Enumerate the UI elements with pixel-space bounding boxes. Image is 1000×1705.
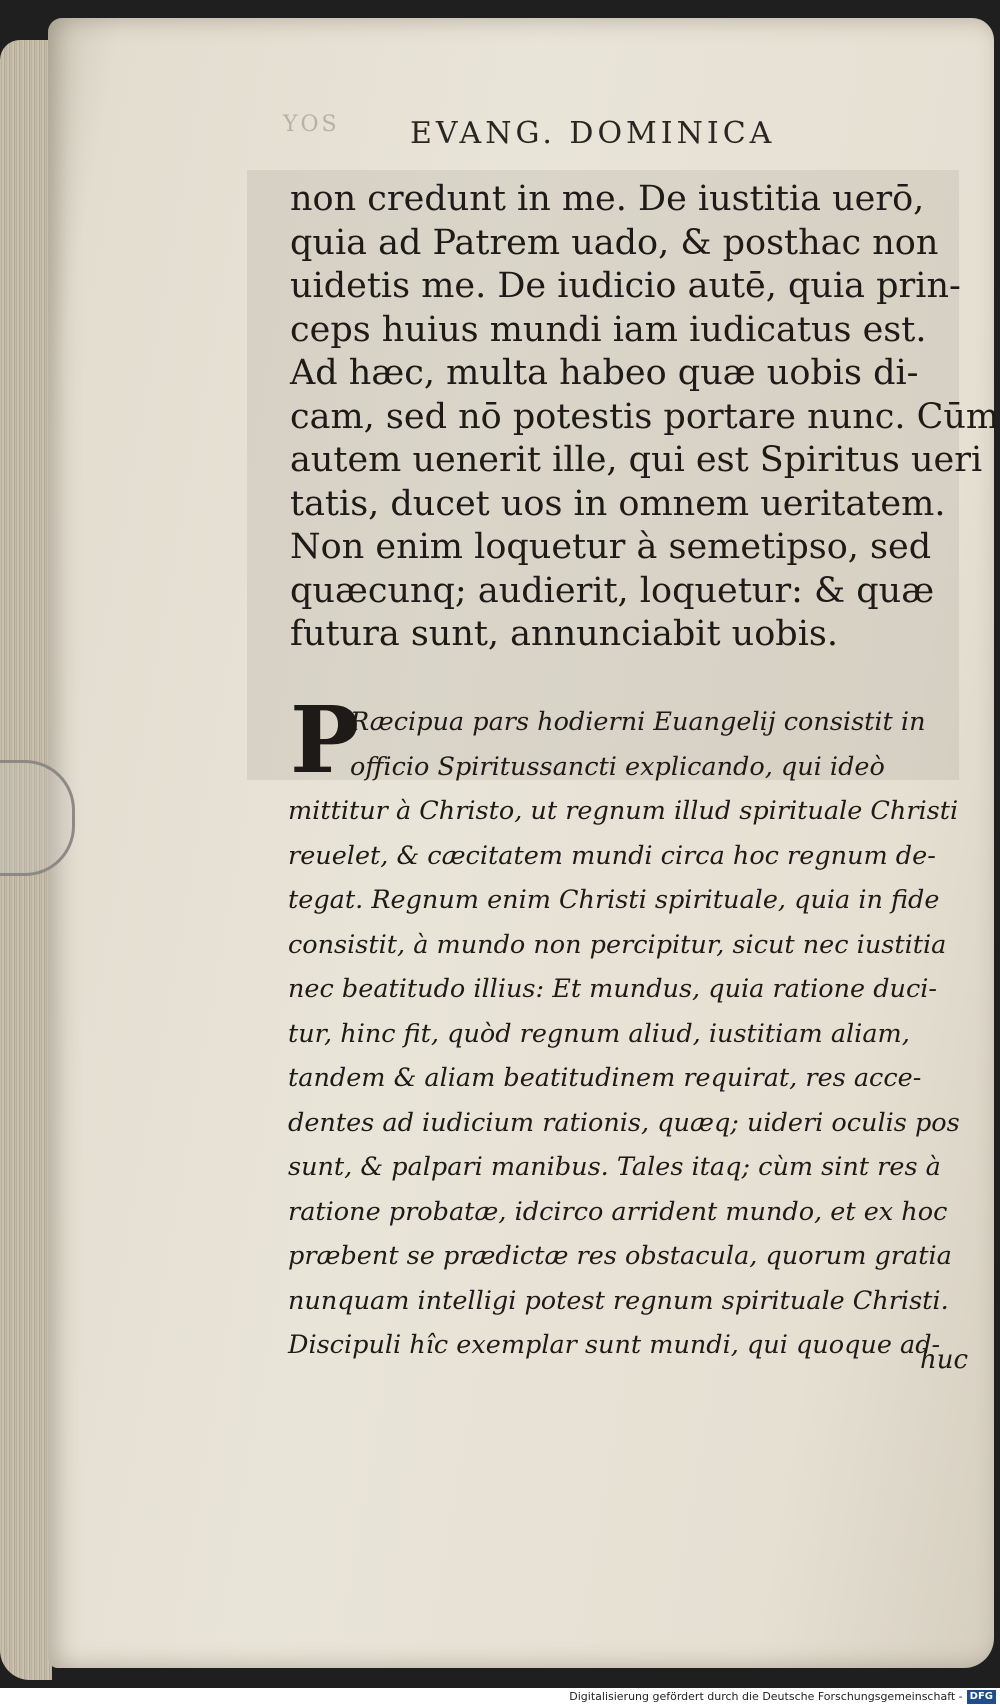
commentary-line: mittitur à Christo, ut regnum illud spirituale Christi [288,796,959,826]
commentary-line: præbent se prædictæ res obstacula, quorum gratia [288,1241,952,1271]
scripture-line: Non enim loquetur à semetipso, sed [290,527,932,567]
drop-cap: P [290,686,360,794]
running-head: EVANG. DOMINICA [410,116,776,151]
commentary-line: tegat. Regnum enim Christi spirituale, quia in fide [288,885,940,915]
scripture-line: uidetis me. De iudicio autē, quia prin- [290,266,961,306]
commentary-line: nec beatitudo illius: Et mundus, quia ratione duci- [288,974,938,1004]
scripture-line: quæcunq; audierit, loquetur: & quæ [290,570,935,611]
commentary-line: ratione probatæ, idcirco arrident mundo, et ex hoc [288,1196,948,1227]
scripture-line: non credunt in me. De iustitia uerō, [290,179,925,219]
funding-credit: Digitalisierung gefördert durch die Deutsche Forschungsgemeinschaft - [569,1690,963,1703]
commentary-line: reuelet, & cæcitatem mundi circa hoc regnum de- [288,840,936,871]
commentary-text [288,700,968,1368]
scripture-line: quia ad Patrem uado, & posthac non [290,222,939,263]
scripture-line: cam, sed nō potestis portare nunc. Cūm [290,396,1000,437]
bleed-through-mark: YOS [283,112,340,137]
scripture-line: ceps huius mundi iam iudicatus est. [290,309,927,350]
scripture-line: Ad hæc, multa habeo quæ uobis di- [290,353,919,393]
commentary-line: officio Spiritussancti explicando, qui ideò [350,751,885,782]
commentary-line: tur, hinc fit, quòd regnum aliud, iustitiam aliam, [288,1018,910,1049]
catchword: huc [920,1345,969,1375]
scripture-line: futura sunt, annunciabit uobis. [290,614,838,654]
commentary-line: tandem & aliam beatitudinem requirat, res acce- [288,1063,922,1093]
scripture-line: tatis, ducet uos in omnem ueritatem. [290,483,946,524]
scripture-text [290,178,1000,657]
scripture-line: autem uenerit ille, qui est Spiritus ueri [290,440,983,480]
digitization-footer [0,1688,1000,1705]
commentary-line: sunt, & palpari manibus. Tales itaq; cùm sint res à [288,1152,941,1182]
commentary-line: consistit, à mundo non percipitur, sicut nec iustitia [288,929,947,960]
commentary-line: Ræcipua pars hodierni Euangelij consistit in [350,707,926,737]
commentary-line: nunquam intelligi potest regnum spirituale Christi. [288,1285,949,1316]
commentary-line: dentes ad iudicium rationis, quæq; uideri oculis pos [288,1107,960,1138]
dfg-logo-icon: DFG [967,1690,996,1704]
commentary-line: Discipuli hîc exemplar sunt mundi, qui quoque ad- [288,1330,941,1360]
